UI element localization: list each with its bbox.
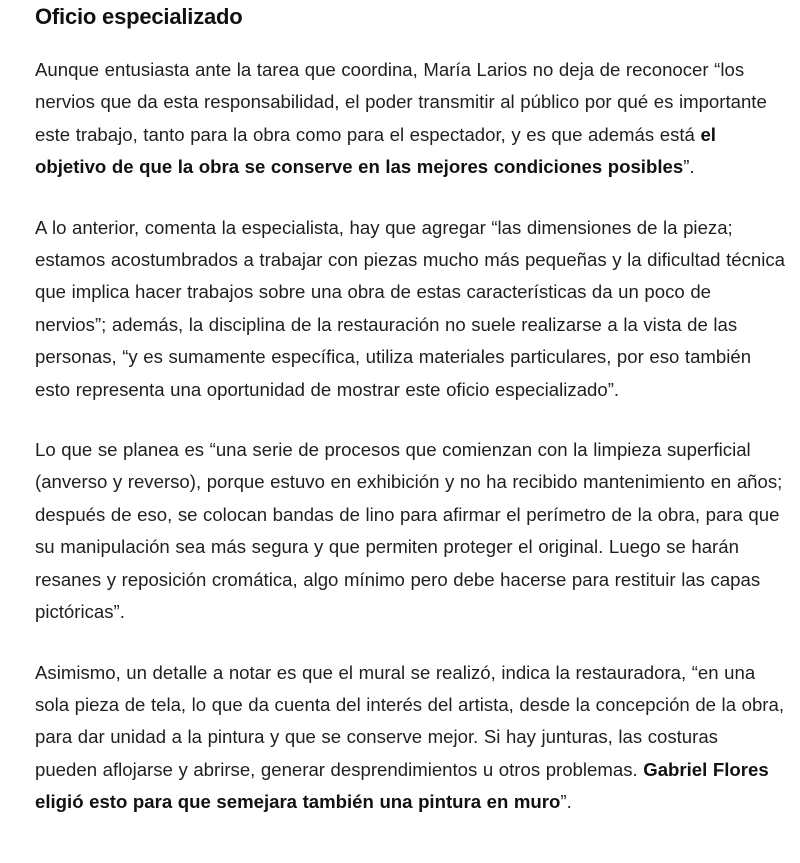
paragraph-4-closing: ”. <box>560 791 572 813</box>
paragraph-4 <box>35 657 785 819</box>
paragraph-1 <box>35 54 785 184</box>
paragraph-2: A lo anterior, comenta la especialista, hay que agregar “las dimensiones de la pieza; estamos acostumbrados a trabajar con piezas mucho más pequeñas y la dificultad técnica que implica hacer trabajos sobre una obra de estas características da un poco de nervios”; además, la disciplina de la restauración no suele realizarse a la vista de las personas, “y es sumamente específica, utiliza materiales particulares, por eso también esto representa una oportunidad de mostrar este oficio especializado”. <box>35 216 785 400</box>
section-heading: Oficio especializado <box>35 4 243 29</box>
paragraph-4-emphasis: Gabriel Flores eligió esto para que semejara también una pintura en muro <box>35 758 769 813</box>
paragraph-1-emphasis: el objetivo de que la obra se conserve en las mejores condiciones posibles <box>35 123 716 178</box>
paragraph-1-text: Aunque entusiasta ante la tarea que coordina, María Larios no deja de reconocer “los nervios que da esta responsabilidad, el poder transmitir al público por qué es importante este trabajo, tanto para la obra como para el espectador, y es que además está <box>35 59 767 145</box>
article-body <box>35 0 785 819</box>
paragraph-4-text: Asimismo, un detalle a notar es que el mural se realizó, indica la restauradora, “en una sola pieza de tela, lo que da cuenta del interés del artista, desde la concepción de la obra, para dar unidad a la pintura y que se conserve mejor. Si hay junturas, las costuras pueden aflojarse y abrirse, generar desprendimientos u otros problemas. <box>35 661 784 780</box>
paragraph-3: Lo que se planea es “una serie de procesos que comienzan con la limpieza superficial (anverso y reverso), porque estuvo en exhibición y no ha recibido mantenimiento en años; después de eso, se colocan bandas de lino para afirmar el perímetro de la obra, para que su manipulación sea más segura y que permiten proteger el original. Luego se harán resanes y reposición cromática, algo mínimo pero debe hacerse para restituir las capas pictóricas”. <box>35 439 783 623</box>
paragraph-1-closing: ”. <box>683 156 695 178</box>
